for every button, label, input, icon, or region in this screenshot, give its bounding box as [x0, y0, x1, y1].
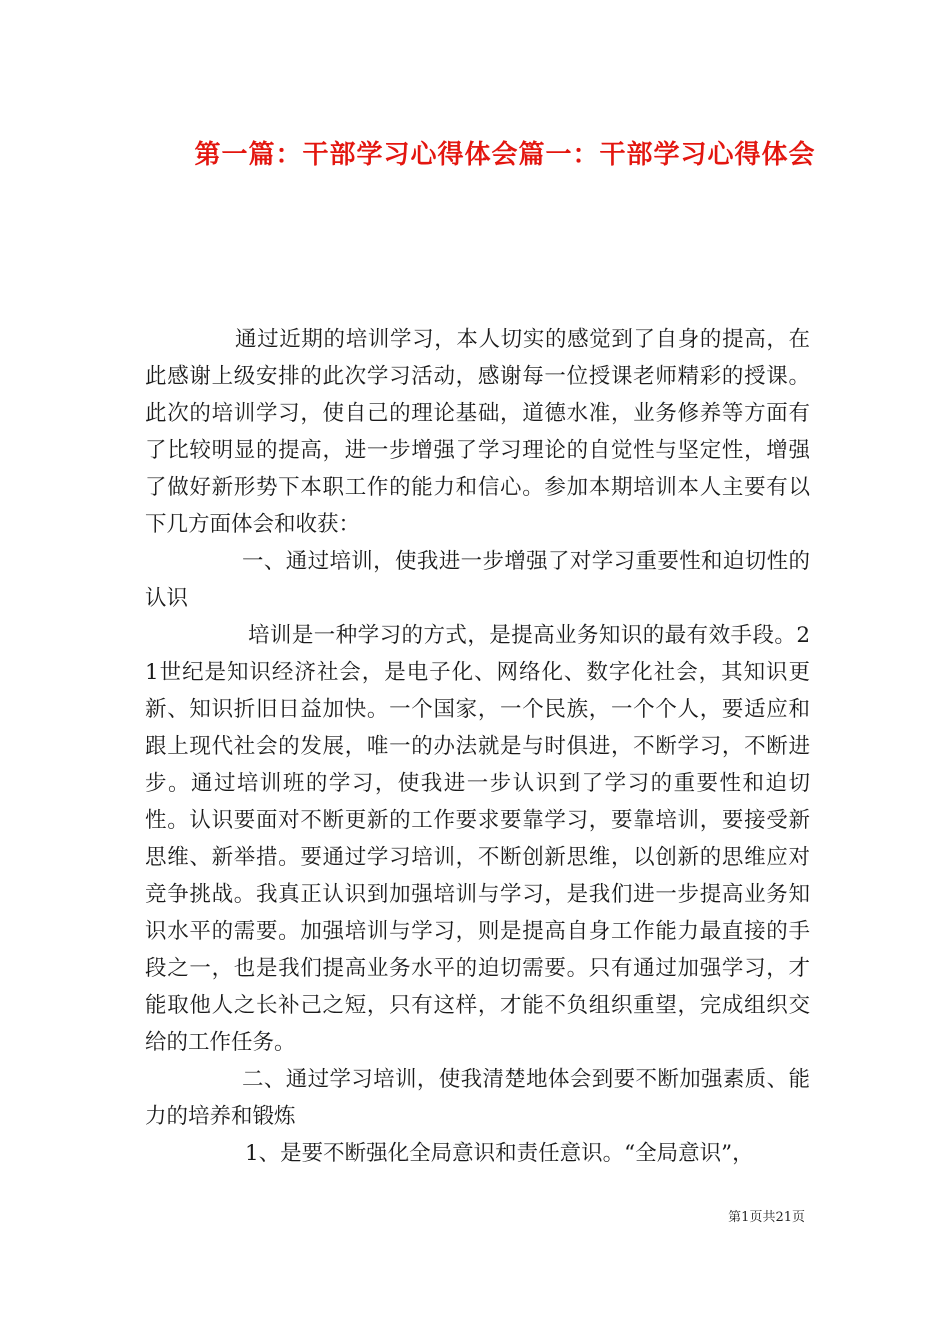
- paragraph-heading-one: 一、通过培训，使我进一步增强了对学习重要性和迫切性的认识: [145, 549, 810, 611]
- paragraph-heading-two: 二、通过学习培训，使我清楚地体会到要不断加强素质、能力的培养和锻炼: [145, 1067, 810, 1129]
- paragraph-point-one: 1、是要不断强化全局意识和责任意识。“全局意识”，: [245, 1141, 754, 1166]
- page-number: 第1页共21页: [728, 1210, 805, 1225]
- paragraph-training: 培训是一种学习的方式，是提高业务知识的最有效手段。21世纪是知识经济社会，是电子化、网络化、数字化社会，其知识更新、知识折旧日益加快。一个国家，一个民族，一个个人，要适应和跟上现代社会的发展，唯一的办法就是与时俱进，不断学习，不断进步。通过培训班的学习，使我进一步认识到了学习的重要性和迫切性。认识要面对不断更新的工作要求要靠学习，要靠培训，要接受新思维、新举措。要通过学习培训，不断创新思维，以创新的思维应对竞争挑战。我真正认识到加强培训与学习，是我们进一步提高业务知识水平的需要。加强培训与学习，则是提高自身工作能力最直接的手段之一，也是我们提高业务水平的迫切需要。只有通过加强学习，才能取他人之长补己之短，只有这样，才能不负组织重望，完成组织交给的工作任务。: [145, 623, 810, 1055]
- paragraph-intro: 通过近期的培训学习，本人切实的感觉到了自身的提高，在此感谢上级安排的此次学习活动，感谢每一位授课老师精彩的授课。此次的培训学习，使自己的理论基础，道德水准，业务修养等方面有了比较明显的提高，进一步增强了学习理论的自觉性与坚定性，增强了做好新形势下本职工作的能力和信心。参加本期培训本人主要有以下几方面体会和收获：: [145, 327, 810, 537]
- document-title: 第一篇：干部学习心得体会篇一：干部学习心得体会: [194, 140, 816, 170]
- document-body: [145, 321, 810, 1172]
